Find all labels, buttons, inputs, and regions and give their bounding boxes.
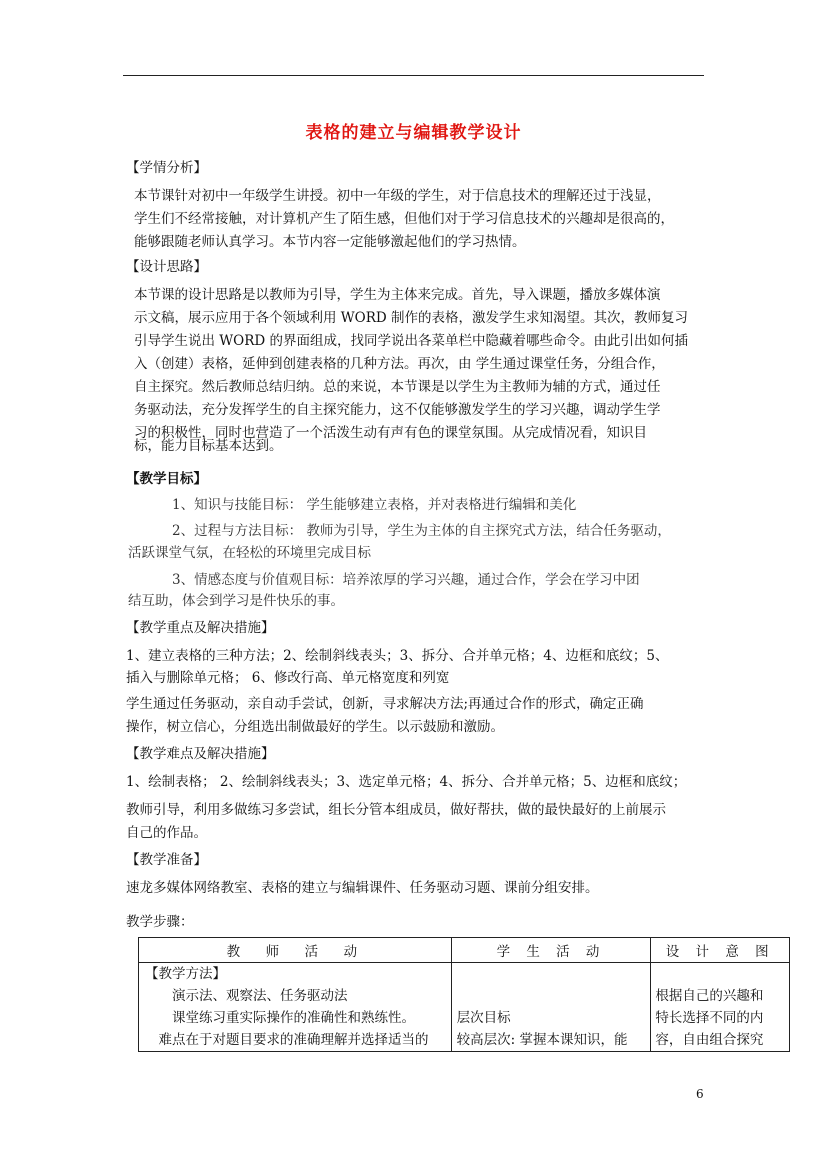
- section-heading-sheji: 【设计思路】: [126, 259, 207, 275]
- section-heading-nandian: 【教学难点及解决措施】: [126, 746, 275, 762]
- table-cell-intent: [651, 963, 790, 1052]
- paragraph-line: 本节课针对初中一年级学生讲授。初中一年级的学生，对于信息技术的理解还过于浅显，: [134, 188, 661, 204]
- cell-line: 层次目标: [456, 1010, 511, 1026]
- paragraph-line: 自己的作品。: [126, 825, 207, 841]
- paragraph-line: 习的积极性，同时也营造了一个活泼生动有声有色的课堂氛围。从完成情况看，知识目: [134, 425, 647, 441]
- paragraph-line: 教师引导，利用多做练习多尝试，组长分管本组成员，做好帮扶，做的最快最好的上前展示: [126, 802, 666, 818]
- paragraph-line: 学生们不经常接触，对计算机产生了陌生感，但他们对于学习信息技术的兴趣却是很高的，: [134, 211, 674, 227]
- section-heading-xueqing: 【学情分析】: [126, 160, 207, 176]
- table-cell-student: [451, 963, 651, 1052]
- table-cell-teacher: [139, 963, 452, 1052]
- paragraph-line: 务驱动法，充分发挥学生的自主探究能力，这不仅能够激发学生的学习兴趣，调动学生学: [134, 402, 661, 418]
- page-number: 6: [696, 1087, 704, 1101]
- cell-line: 容，自由组合探究: [655, 1032, 764, 1048]
- paragraph-line: 自主探究。然后教师总结归纳。总的来说，本节课是以学生为主教师为辅的方式，通过任: [134, 379, 661, 395]
- cell-line: 根据自己的兴趣和: [655, 988, 764, 1004]
- paragraph-line: 插入与删除单元格； 6、修改行高、单元格宽度和列宽: [126, 670, 450, 686]
- cell-line: 难点在于对题目要求的准确理解并选择适当的: [145, 1032, 429, 1048]
- section-heading-zhunbei: 【教学准备】: [126, 852, 207, 868]
- cell-line: 课堂练习重实际操作的准确性和熟练性。: [145, 1010, 415, 1026]
- paragraph-line: 3、情感态度与价值观目标：培养浓厚的学习兴趣，通过合作，学会在学习中团: [172, 572, 640, 588]
- paragraph-line: 2、过程与方法目标： 教师为引导，学生为主体的自主探究式方法，结合任务驱动，: [172, 523, 671, 539]
- paragraph-line: 活跃课堂气氛，在轻松的环境里完成目标: [128, 545, 371, 561]
- section-heading-zhongdian: 【教学重点及解决措施】: [126, 620, 275, 636]
- section-heading-mubiao: 【教学目标】: [126, 471, 207, 487]
- table-header-teacher: 教 师 活 动: [139, 938, 452, 963]
- paragraph-line: 入（创建）表格，延伸到创建表格的几种方法。再次，由 学生通过课堂任务，分组合作，: [134, 356, 665, 372]
- page-title: 表格的建立与编辑教学设计: [305, 123, 522, 143]
- teaching-steps-table: [138, 937, 790, 1052]
- cell-line: 演示法、观察法、任务驱动法: [145, 988, 348, 1004]
- paragraph-line: 引导学生说出 WORD 的界面组成，找同学说出各菜单栏中隐藏着哪些命令。由此引出如何插: [134, 333, 689, 349]
- table-header-student: 学 生 活 动: [451, 938, 651, 963]
- paragraph-line: 1、建立表格的三种方法；2、绘制斜线表头；3、拆分、合并单元格；4、边框和底纹；5、: [126, 648, 669, 664]
- paragraph-line: 速龙多媒体网络教室、表格的建立与编辑课件、任务驱动习题、课前分组安排。: [126, 880, 599, 896]
- paragraph-line: 1、知识与技能目标： 学生能够建立表格，并对表格进行编辑和美化: [172, 497, 577, 513]
- paragraph-line: 标，能力目标基本达到。: [134, 438, 283, 454]
- table-header-intent: 设 计 意 图: [651, 938, 790, 963]
- cell-line: 特长选择不同的内: [655, 1010, 764, 1026]
- header-rule: [123, 75, 704, 76]
- paragraph-line: 学生通过任务驱动，亲自动手尝试，创新，寻求解决方法;再通过合作的形式，确定正确: [126, 696, 644, 712]
- cell-line: 【教学方法】: [145, 966, 226, 982]
- paragraph-line: 1、绘制表格； 2、绘制斜线表头；3、选定单元格；4、拆分、合并单元格；5、边框和底纹；: [126, 774, 687, 790]
- section-heading-buzhou: 教学步骤：: [126, 914, 194, 930]
- table-row: [139, 963, 790, 1052]
- paragraph-line: 结互助，体会到学习是件快乐的事。: [128, 593, 344, 609]
- paragraph-line: 能够跟随老师认真学习。本节内容一定能够激起他们的学习热情。: [134, 234, 526, 250]
- paragraph-line: 本节课的设计思路是以教师为引导，学生为主体来完成。首先，导入课题，播放多媒体演: [134, 287, 661, 303]
- table-header-row: [139, 938, 790, 963]
- paragraph-line: 操作，树立信心，分组选出制做最好的学生。以示鼓励和激励。: [126, 719, 504, 735]
- paragraph-line: 示文稿，展示应用于各个领域利用 WORD 制作的表格，激发学生求知渴望。其次，教师复习: [134, 310, 689, 326]
- cell-line: 较高层次: 掌握本课知识，能: [456, 1032, 628, 1048]
